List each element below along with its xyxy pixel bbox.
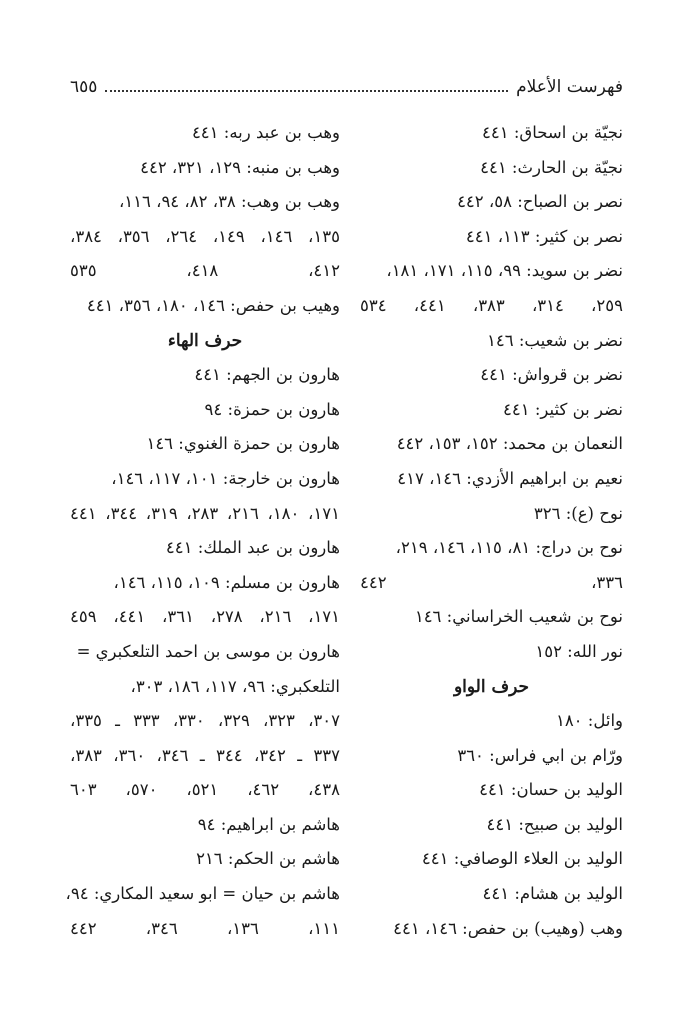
index-entry: وهب بن عبد ربه: ٤٤١ [191, 123, 340, 142]
index-entry: نوح (ع): ٣٢٦ [533, 503, 623, 523]
index-entry: هارون بن مسلم: ١٠٩، ١١٥، ١٤٦، [113, 572, 340, 592]
page-number: ٦٥٥ [70, 77, 98, 97]
index-entry: هارون بن حمزة: ٩٤ [204, 399, 340, 419]
index-column-right [360, 116, 623, 946]
index-entry: نجيّة بن الحارث: ٤٤١ [480, 157, 623, 177]
index-entry: وهيب بن حفص: ١٤٦، ١٨٠، ٣٥٦، ٤٤١ [86, 295, 340, 315]
index-entry: الوليد بن هشام: ٤٤١ [482, 884, 623, 904]
page-title: فهرست الأعلام [516, 77, 623, 97]
index-entry: نجيّة بن اسحاق: ٤٤١ [482, 123, 623, 142]
index-entry: وهب بن منبه: ١٢٩، ٣٢١، ٤٤٢ [140, 157, 340, 177]
section-heading: حرف الهاء [167, 330, 243, 351]
index-entry: الوليد بن العلاء الوصافي: ٤٤١ [421, 849, 623, 869]
index-entry: ورّام بن ابي فراس: ٣٦٠ [457, 745, 623, 765]
index-entry: نضر بن سويد: ٩٩، ١١٥، ١٧١، ١٨١، [386, 261, 623, 281]
index-entry-continuation: ٤٣٨، ٤٦٢، ٥٢١، ٥٧٠، ٦٠٣ [70, 780, 340, 800]
index-entry-continuation: ١٧١، ٢١٦، ٢٧٨، ٣٦١، ٤٤١، ٤٥٩ [70, 607, 341, 627]
index-entry: نور الله: ١٥٢ [535, 641, 623, 661]
index-entry: نصر بن الصباح: ٥٨، ٤٤٢ [457, 192, 623, 212]
dot-leader [105, 82, 508, 92]
index-entry-continuation: ١٣٥، ١٤٦، ١٤٩، ٢٦٤، ٣٥٦، ٣٨٤، [70, 226, 340, 246]
index-entry: النعمان بن محمد: ١٥٢، ١٥٣، ٤٤٢ [396, 434, 623, 454]
index-entry: هارون بن عبد الملك: ٤٤١ [165, 538, 340, 558]
index-entry: وهب (وهيب) بن حفص: ١٤٦، ٤٤١ [393, 918, 623, 938]
index-entry: هارون بن حمزة الغنوي: ١٤٦ [146, 434, 340, 454]
index-entry: وائل: ١٨٠ [555, 711, 623, 731]
index-entry: هارون بن الجهم: ٤٤١ [194, 365, 340, 385]
index-entry: هارون بن خارجة: ١٠١، ١١٧، ١٤٦، [111, 468, 340, 488]
index-entry-continuation: ٣٣٦، ٤٤٢ [360, 572, 623, 592]
index-entry: هارون بن موسى بن احمد التلعكبري = [76, 641, 340, 661]
index-entry: نصر بن كثير: ١١٣، ٤٤١ [465, 226, 623, 246]
index-entry: نضر بن كثير: ٤٤١ [503, 399, 623, 419]
index-entry: هاشم بن حيان = ابو سعيد المكاري: ٩٤، [65, 884, 340, 904]
index-entry: التلعكبري: ٩٦، ١١٧، ١٨٦، ٣٠٣، [130, 676, 340, 696]
index-entry-continuation: ٣٣٧ ـ ٣٤٢، ٣٤٤ ـ ٣٤٦، ٣٦٠، ٣٨٣، [70, 745, 341, 765]
index-entry: نوح بن شعيب الخراساني: ١٤٦ [414, 607, 623, 627]
index-entry: وهب بن وهب: ٣٨، ٨٢، ٩٤، ١١٦، [118, 192, 340, 212]
index-entry: الوليد بن صبيح: ٤٤١ [486, 814, 623, 834]
index-entry-continuation: ٢٥٩، ٣١٤، ٣٨٣، ٤٤١، ٥٣٤ [360, 295, 623, 315]
index-entry-continuation: ١١١، ١٣٦، ٣٤٦، ٤٤٢ [70, 918, 341, 938]
index-entry: نعيم بن ابراهيم الأزدي: ١٤٦، ٤١٧ [397, 468, 623, 488]
index-entry-continuation: ٣٠٧، ٣٢٣، ٣٢٩، ٣٣٠، ٣٣٣ ـ ٣٣٥، [70, 711, 340, 731]
index-entry: هاشم بن الحكم: ٢١٦ [196, 849, 340, 869]
index-entry: نضر بن شعيب: ١٤٦ [486, 330, 623, 350]
index-entry: نوح بن دراج: ٨١، ١١٥، ١٤٦، ٢١٩، [395, 538, 623, 558]
index-entry-continuation: ٤١٢، ٤١٨، ٥٣٥ [70, 261, 340, 281]
page-header [70, 72, 623, 102]
index-entry: نضر بن قرواش: ٤٤١ [480, 365, 623, 385]
index-entry-continuation: ١٧١، ١٨٠، ٢١٦، ٢٨٣، ٣١٩، ٣٤٤، ٤٤١ [70, 503, 340, 523]
index-entry: هاشم بن ابراهيم: ٩٤ [197, 814, 340, 834]
index-entry: الوليد بن حسان: ٤٤١ [479, 780, 623, 800]
section-heading: حرف الواو [453, 676, 530, 697]
index-column-left [65, 116, 341, 946]
